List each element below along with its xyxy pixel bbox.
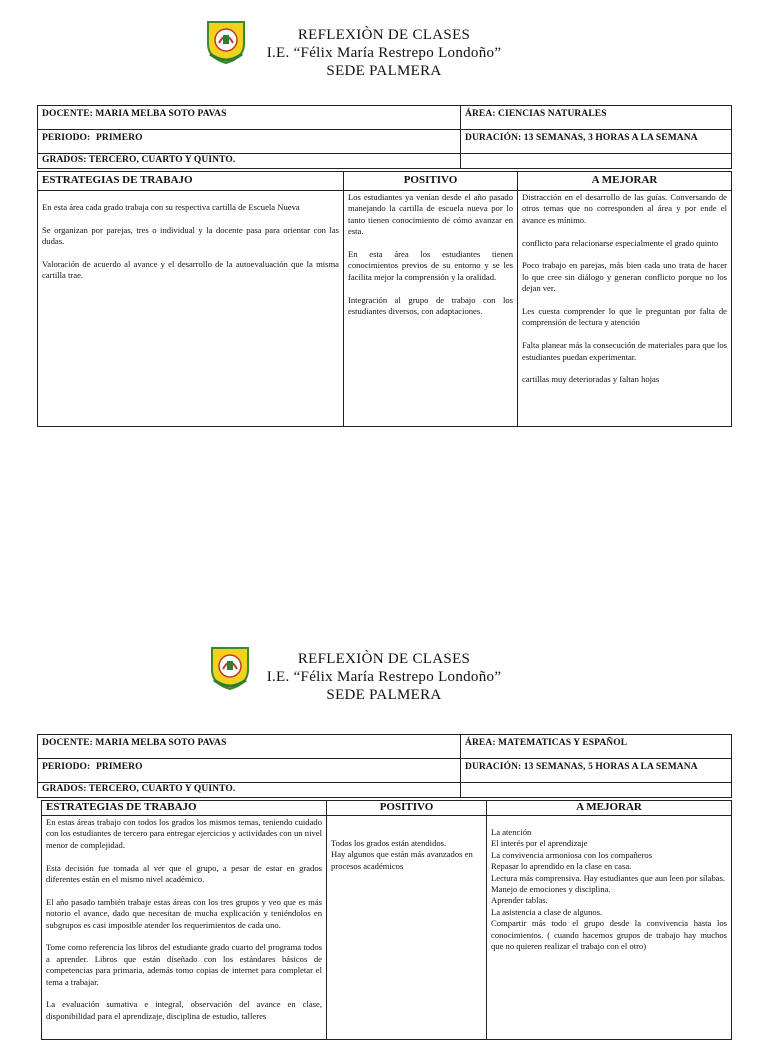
info-table [37, 734, 732, 798]
col-header-positivo: POSITIVO [344, 172, 518, 191]
periodo-field [38, 130, 461, 154]
estrategias-cell [42, 816, 327, 1040]
title-line-3: SEDE PALMERA [326, 63, 442, 79]
title-line-2: I.E. “Félix María Restrepo Londoño” [266, 45, 502, 61]
paragraph: En estas áreas trabajo con todos los grados los mismos temas, teniendo cuidado con los estudiantes de tercero para entregar ejercicios y actividades con un nivel menor de complejidad. [46, 817, 322, 850]
mejorar-cell [518, 191, 732, 427]
list-item: Lectura más comprensiva. Hay estudiantes que aun leen por sílabas. [491, 872, 726, 883]
periodo-label: PERIODO: [42, 762, 91, 772]
paragraph: Falta planear más la consecución de materiales para que los estudiantes puedan experimentar. [522, 340, 727, 362]
title-line-3: SEDE PALMERA [326, 687, 442, 703]
col-header-mejorar: A MEJORAR [487, 801, 732, 816]
paragraph: En esta área cada grado trabaja con su respectiva cartilla de Escuela Nueva [42, 202, 300, 212]
paragraph: Poco trabajo en parejas, más bien cada uno trata de hacer lo que cree sin diálogo y generan conflicto porque no los dejan ver. [522, 260, 727, 294]
paragraph: Esta decisión fue tomada al ver que el grupo, a pesar de estar en grados diferentes están en el mismo nivel académico. [46, 862, 322, 885]
grados-field: GRADOS: TERCERO, CUARTO Y QUINTO. [38, 154, 461, 169]
title-line-1: REFLEXIÒN DE CLASES [297, 651, 471, 667]
grados-field: GRADOS: TERCERO, CUARTO Y QUINTO. [38, 783, 461, 798]
periodo-label: PERIODO: [42, 133, 91, 143]
area-field: ÁREA: MATEMATICAS Y ESPAÑOL [461, 735, 732, 759]
list-item: La convivencia armoniosa con los compañeros [491, 849, 653, 860]
paragraph: Los estudiantes ya venían desde el año pasado manejando la cartilla de escuela nueva por lo tanto tienen conocimiento de cómo avanzar en esta. [348, 192, 513, 237]
col-header-estrategias: ESTRATEGIAS DE TRABAJO [42, 801, 327, 816]
duracion-field: DURACIÓN: 13 SEMANAS, 3 HORAS A LA SEMANA [461, 130, 732, 154]
list-item: La atención [491, 827, 532, 837]
area-field: ÁREA: CIENCIAS NATURALES [461, 106, 732, 130]
info-table [37, 105, 732, 169]
paragraph: Integración al grupo de trabajo con los estudiantes diversos, con adaptaciones. [348, 294, 513, 317]
col-header-positivo: POSITIVO [327, 801, 487, 816]
list-item: Aprender tablas. [491, 895, 548, 906]
paragraph: Tome como referencia los libros del estudiante grado cuarto del programa todos a aprender. Libros que están diseñado con los estándares básicos de competencias para primaria, además tomo copias de internet para completar el tema a trabajar. [46, 942, 322, 987]
list-item: Compartir más todo el grupo desde la convivencia hasta los conocimientos. ( cuando hacemos grupos de trabajo hay muchos que no quieren realizar el trabajo con el otro) [491, 918, 727, 952]
reflection-table [37, 171, 732, 427]
title-line-1: REFLEXIÒN DE CLASES [297, 27, 471, 43]
col-header-mejorar: A MEJORAR [518, 172, 732, 191]
paragraph: En esta área los estudiantes tienen conocimientos previos de su entorno y se les facilita mejor la comprensión y la oralidad. [348, 249, 513, 282]
paragraph: Distracción en el desarrollo de las guías. Conversando de otros temas que no corresponden al área y por ende el avance es mínimo. [522, 192, 727, 225]
title-line-2: I.E. “Félix María Restrepo Londoño” [266, 669, 502, 685]
periodo-field [38, 759, 461, 783]
paragraph: Les cuesta comprender lo que le preguntan por falta de comprensión de lectura y atención [522, 306, 727, 328]
paragraph: Valoración de acuerdo al avance y el desarrollo de la autoevaluación que la misma cartilla trae. [42, 259, 339, 281]
paragraph: Se organizan por parejas, tres o individual y la docente pasa para orientar con las dudas. [42, 224, 339, 247]
estrategias-cell [38, 191, 344, 427]
empty-cell [461, 783, 732, 798]
list-item: Manejo de emociones y disciplina. [491, 884, 611, 895]
list-item: La asistencia a clase de algunos. [491, 906, 603, 917]
list-item: Todos los grados están atendidos. [331, 838, 447, 848]
empty-cell [461, 154, 732, 169]
reflection-table [41, 800, 732, 1040]
document-title [0, 650, 768, 704]
paragraph: La evaluación sumativa e integral, observación del avance en clase, disponibilidad para el aprendizaje, disciplina de estudio, talleres [46, 999, 322, 1021]
mejorar-cell [487, 816, 732, 1040]
periodo-value: PRIMERO [96, 133, 143, 143]
col-header-estrategias: ESTRATEGIAS DE TRABAJO [38, 172, 344, 191]
duracion-field: DURACIÓN: 13 SEMANAS, 5 HORAS A LA SEMANA [461, 759, 732, 783]
paragraph: cartillas muy deterioradas y faltan hojas [522, 374, 660, 385]
paragraph: El año pasado también trabaje estas áreas con los tres grupos y veo que es más notorio el avance, dado que necesitan de mucha explicación y teniéndolos en subgrupos es casi imposible atender los requerimientos de cada uno. [46, 896, 322, 930]
docente-field: DOCENTE: MARIA MELBA SOTO PAVAS [38, 106, 461, 130]
list-item: Hay algunos que están más avanzados en procesos académicos [331, 849, 473, 871]
list-item: El interés por el aprendizaje [491, 838, 588, 849]
periodo-value: PRIMERO [96, 762, 143, 772]
document-title [0, 26, 768, 80]
positivo-cell [344, 191, 518, 427]
docente-field: DOCENTE: MARIA MELBA SOTO PAVAS [38, 735, 461, 759]
list-item: Repasar lo aprendido en la clase en casa. [491, 861, 632, 872]
paragraph: conflicto para relacionarse especialmente el grado quinto [522, 237, 719, 248]
positivo-cell [327, 816, 487, 1040]
